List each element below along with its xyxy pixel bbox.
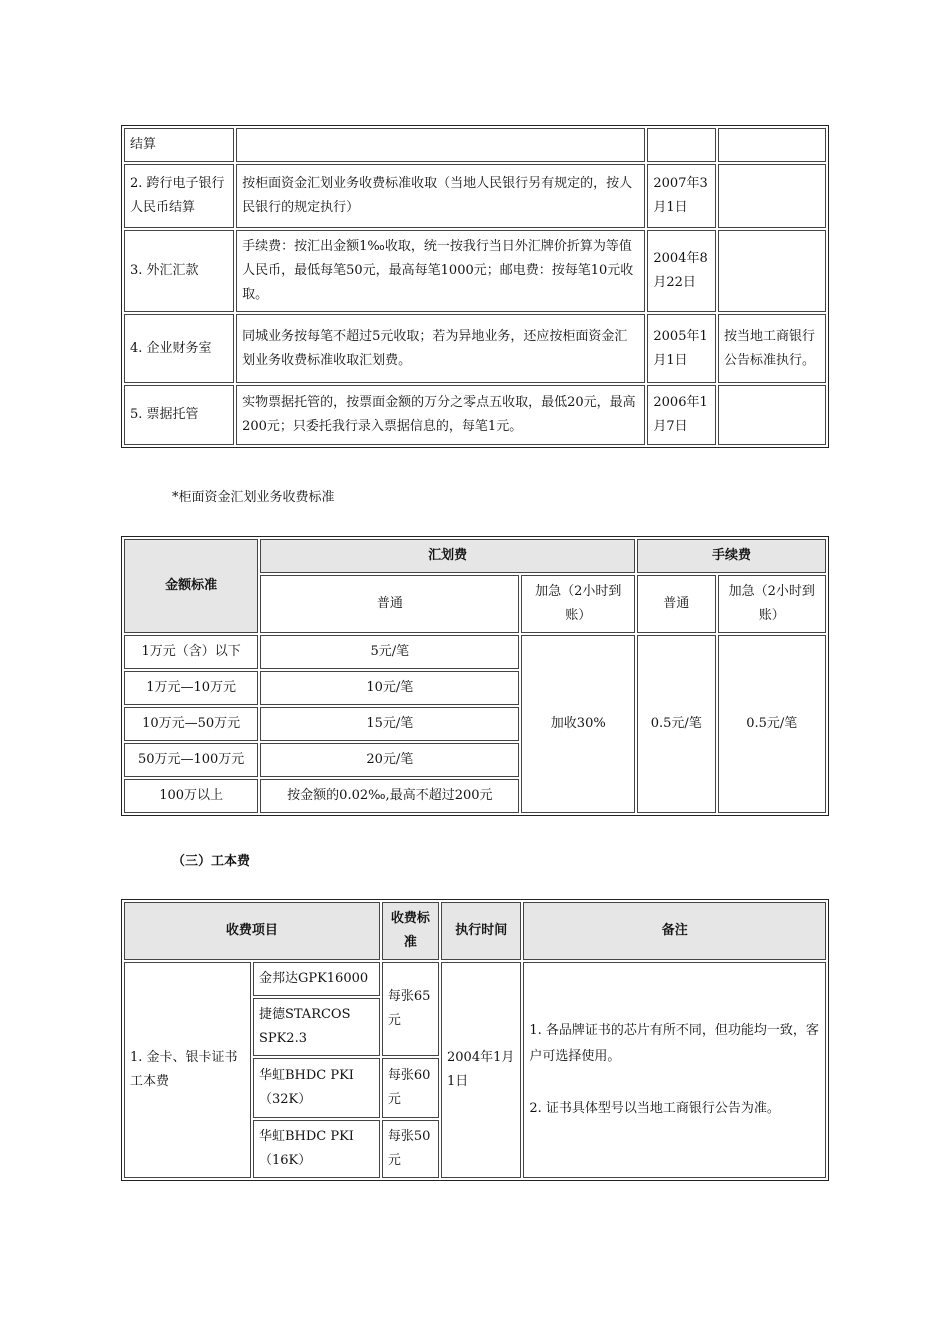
normal-fee-cell: 按金额的0.02‰,最高不超过200元 <box>260 779 519 813</box>
item-cell: 1. 金卡、银卡证书工本费 <box>124 962 251 1178</box>
price-cell: 每张65元 <box>382 962 439 1056</box>
normal-fee-cell: 10元/笔 <box>260 671 519 705</box>
table-row <box>124 962 826 996</box>
amount-cell: 100万以上 <box>124 779 258 813</box>
sub-item-cell: 金邦达GPK16000 <box>253 962 380 996</box>
time-cell: 2004年1月1日 <box>441 962 521 1178</box>
table-row <box>124 128 826 162</box>
remark-cell <box>718 164 826 228</box>
item-cell: 3. 外汇汇款 <box>124 230 234 312</box>
urgent-subheader: 加急（2小时到账） <box>521 575 635 633</box>
normal-subheader: 普通 <box>637 575 715 633</box>
fee-table-1 <box>121 125 829 448</box>
rule-cell: 按柜面资金汇划业务收费标准收取（当地人民银行另有规定的，按人民银行的规定执行） <box>236 164 645 228</box>
remark-cell: 按当地工商银行公告标准执行。 <box>718 314 826 383</box>
rule-cell <box>236 128 645 162</box>
amount-cell: 1万元—10万元 <box>124 671 258 705</box>
amount-cell: 10万元—50万元 <box>124 707 258 741</box>
date-cell: 2004年8月22日 <box>647 230 716 312</box>
item-cell: 5. 票据托管 <box>124 385 234 445</box>
fee-normal-cell: 0.5元/笔 <box>637 635 715 813</box>
table-note: *柜面资金汇划业务收费标准 <box>172 490 335 505</box>
rule-cell: 实物票据托管的，按票面金额的万分之零点五收取，最低20元，最高200元；只委托我行录入票据信息的，每笔1元。 <box>236 385 645 445</box>
header-row <box>124 902 826 960</box>
amount-header: 金额标准 <box>124 539 258 633</box>
transfer-fee-table <box>121 536 829 816</box>
table-row <box>124 314 826 383</box>
cost-fee-table <box>121 899 829 1181</box>
header-row <box>124 539 826 573</box>
table-row <box>124 164 826 228</box>
sub-item-cell: 华虹BHDC PKI（16K） <box>253 1120 380 1178</box>
item-cell: 4. 企业财务室 <box>124 314 234 383</box>
table-row <box>124 230 826 312</box>
fee-urgent-cell: 0.5元/笔 <box>718 635 826 813</box>
item-header: 收费项目 <box>124 902 380 960</box>
date-cell <box>647 128 716 162</box>
normal-fee-cell: 20元/笔 <box>260 743 519 777</box>
sub-item-cell: 华虹BHDC PKI（32K） <box>253 1058 380 1118</box>
normal-fee-cell: 15元/笔 <box>260 707 519 741</box>
price-cell: 每张50元 <box>382 1120 439 1178</box>
amount-cell: 50万元—100万元 <box>124 743 258 777</box>
remark-line: 2. 证书具体型号以当地工商银行公告为准。 <box>529 1101 780 1116</box>
item-cell: 2. 跨行电子银行人民币结算 <box>124 164 234 228</box>
remark-line: 1. 各品牌证书的芯片有所不同，但功能均一致，客户可选择使用。 <box>529 1023 819 1064</box>
urgent-subheader: 加急（2小时到账） <box>718 575 826 633</box>
table-row <box>124 635 826 669</box>
remark-cell <box>718 128 826 162</box>
date-cell: 2007年3月1日 <box>647 164 716 228</box>
time-header: 执行时间 <box>441 902 521 960</box>
date-cell: 2006年1月7日 <box>647 385 716 445</box>
table-row <box>124 385 826 445</box>
standard-header: 收费标准 <box>382 902 439 960</box>
price-cell: 每张60元 <box>382 1058 439 1118</box>
handling-fee-header: 手续费 <box>637 539 826 573</box>
date-cell: 2005年1月1日 <box>647 314 716 383</box>
normal-fee-cell: 5元/笔 <box>260 635 519 669</box>
amount-cell: 1万元（含）以下 <box>124 635 258 669</box>
normal-subheader: 普通 <box>260 575 519 633</box>
sub-item-cell: 捷德STARCOS SPK2.3 <box>253 998 380 1056</box>
remark-header: 备注 <box>523 902 826 960</box>
urgent-transfer-cell: 加收30% <box>521 635 635 813</box>
rule-cell: 手续费：按汇出金额1‰收取，统一按我行当日外汇牌价折算为等值人民币，最低每笔50元，最高每笔1000元；邮电费：按每笔10元收取。 <box>236 230 645 312</box>
transfer-fee-header: 汇划费 <box>260 539 635 573</box>
item-cell: 结算 <box>124 128 234 162</box>
remark-cell <box>718 385 826 445</box>
section-title: （三）工本费 <box>172 854 251 869</box>
remark-cell <box>523 962 826 1178</box>
rule-cell: 同城业务按每笔不超过5元收取；若为异地业务，还应按柜面资金汇划业务收费标准收取汇划费。 <box>236 314 645 383</box>
remark-cell <box>718 230 826 312</box>
